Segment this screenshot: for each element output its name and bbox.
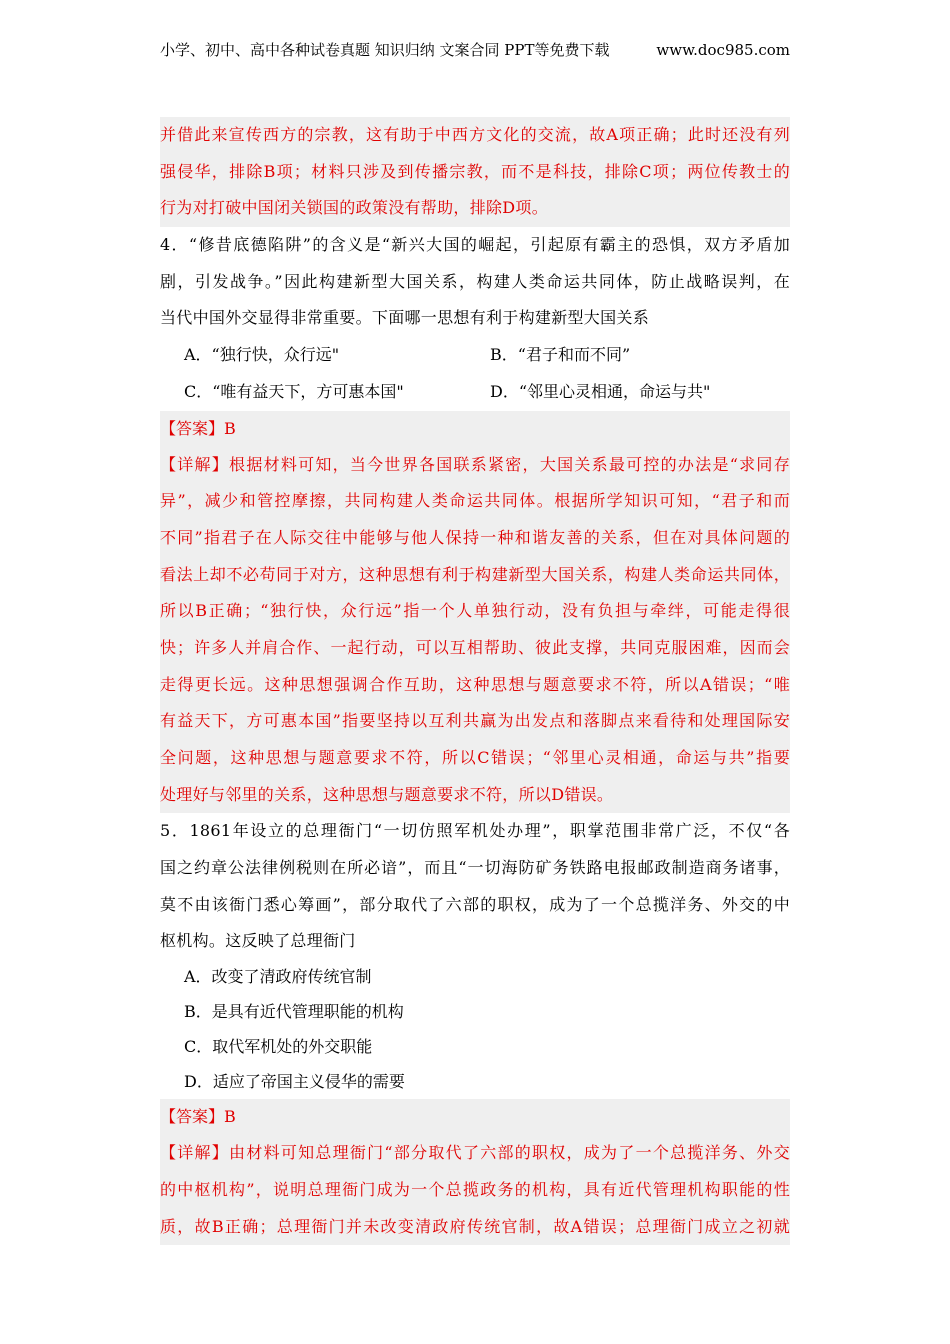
option-row — [160, 374, 790, 411]
option-b: B．是具有近代管理职能的机构 — [184, 1001, 404, 1021]
option-c: C．取代军机处的外交职能 — [184, 1036, 373, 1056]
detail-line: 不同”指君子在人际交往中能够与他人保持一种和谐友善的关系，但在对具体问题的 — [160, 527, 790, 547]
detail-line: 处理好与邻里的关系，这种思想与题意要求不符，所以D错误。 — [160, 784, 614, 804]
question-stem-line: 枢机构。这反映了总理衙门 — [160, 931, 356, 951]
question-stem-line: 5．1861年设立的总理衙门“一切仿照军机处办理”，职掌范围非常广泛，不仅“各 — [160, 821, 790, 841]
page-header — [160, 38, 790, 62]
detail-line: 走得更长远。这种思想强调合作互助，这种思想与题意要求不符，所以A错误；“唯 — [160, 674, 790, 694]
text-line: 行为对打破中国闭关锁国的政策没有帮助，排除D项。 — [160, 198, 549, 218]
q4-answer-block — [160, 411, 790, 814]
option-d: D．适应了帝国主义侵华的需要 — [184, 1071, 405, 1091]
detail-line: 的中枢机构”，说明总理衙门成为一个总揽政务的机构，具有近代管理机构职能的性 — [160, 1180, 790, 1199]
detail-line: 【详解】由材料可知总理衙门“部分取代了六部的职权，成为了一个总揽洋务、外交 — [160, 1143, 790, 1163]
answer-label: 【答案】B — [160, 418, 236, 438]
option-d: D．“邻里心灵相通，命运与共" — [490, 381, 711, 401]
question-stem-line: 国之约章公法律例税则在所必谙”，而且“一切海防矿务铁路电报邮政制造商务诸事， — [160, 858, 790, 878]
detail-line: 有益天下，方可惠本国”指要坚持以互利共赢为出发点和落脚点来看待和处理国际安 — [160, 711, 790, 731]
header-site-links: 小学、初中、高中各种试卷真题 知识归纳 文案合同 PPT等免费下载 — [160, 41, 610, 59]
detail-line: 所以B正确；“独行快，众行远”指一个人单独行动，没有负担与牵绊，可能走得很 — [160, 601, 790, 621]
page-content — [160, 117, 790, 1245]
text-line: 并借此来宣传西方的宗教，这有助于中西方文化的交流，故A项正确；此时还没有列 — [160, 125, 790, 144]
question-stem-line: 剧，引发战争。”因此构建新型大国关系，构建人类命运共同体，防止战略误判，在 — [160, 271, 790, 291]
option-b: B．“君子和而不同” — [490, 345, 631, 365]
question-stem-line: 4．“修昔底德陷阱”的含义是“新兴大国的崛起，引起原有霸主的恐惧，双方矛盾加 — [160, 235, 790, 255]
detail-line: 全问题，这种思想与题意要求不符，所以C错误；“邻里心灵相通，命运与共”指要 — [160, 748, 790, 767]
detail-line: 快；许多人并肩合作、一起行动，可以互相帮助、彼此支撑，共同克服困难，因而会 — [160, 637, 790, 657]
option-a: A．“独行快，众行远" — [184, 345, 340, 365]
option-a: A．改变了清政府传统官制 — [184, 967, 372, 987]
question-stem-line: 莫不由该衙门悉心筹画”，部分取代了六部的职权，成为了一个总揽洋务、外交的中 — [160, 894, 790, 914]
question-stem-line: 当代中国外交显得非常重要。下面哪一思想有利于构建新型大国关系 — [160, 308, 650, 328]
detail-line: 质，故B正确；总理衙门并未改变清政府传统官制，故A错误；总理衙门成立之初就 — [160, 1216, 790, 1236]
answer-label: 【答案】B — [160, 1107, 236, 1127]
q5-answer-block — [160, 1099, 790, 1245]
option-c: C．“唯有益天下，方可惠本国" — [184, 381, 404, 401]
text-line: 强侵华，排除B项；材料只涉及到传播宗教，而不是科技，排除C项；两位传教士的 — [160, 161, 790, 181]
question-5 — [160, 813, 790, 1099]
question-4 — [160, 227, 790, 410]
header-website[interactable]: www.doc985.com — [656, 41, 790, 59]
detail-line: 看法上却不必苟同于对方，这种思想有利于构建新型大国关系，构建人类命运共同体， — [160, 564, 790, 584]
detail-line: 【详解】根据材料可知，当今世界各国联系紧密，大国关系最可控的办法是“求同存 — [160, 454, 790, 474]
detail-line: 异”，减少和管控摩擦，共同构建人类命运共同体。根据所学知识可知，“君子和而 — [160, 491, 790, 511]
option-row — [160, 337, 790, 374]
q3-explanation-tail — [160, 117, 790, 227]
